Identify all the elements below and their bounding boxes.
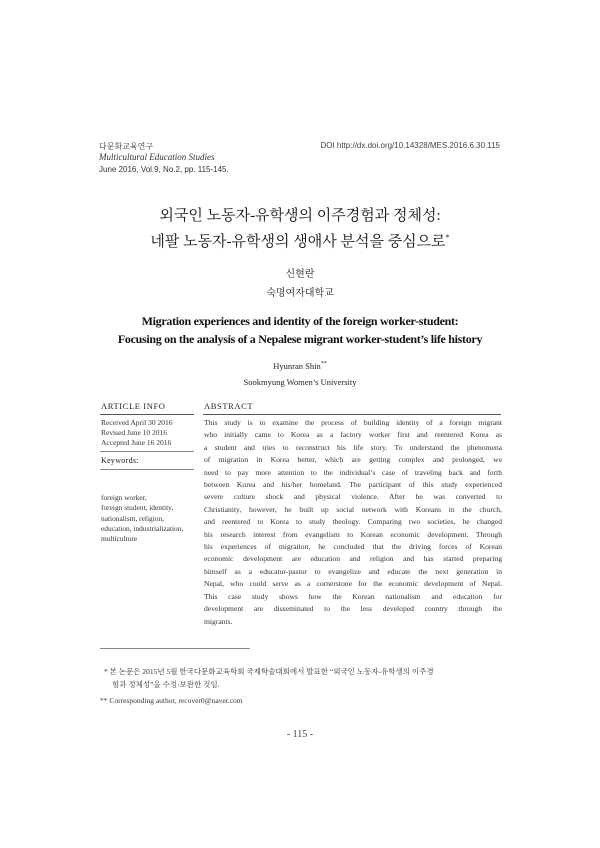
abstract-line: of migration in Korea better, which are getting complex and prolonged, we xyxy=(204,455,502,465)
title-ko-line2 xyxy=(0,228,600,252)
title-en-line1: Migration experiences and identity of the foreign worker-student: xyxy=(141,314,459,328)
received-date: Received April 30 2016 xyxy=(101,418,173,427)
abstract-line: need to pay more attention to the individual’s case of traveling back and forth xyxy=(204,467,502,477)
accepted-date: Accepted June 16 2016 xyxy=(101,438,172,447)
abstract-line: who initially came to Korea as a factory worker first and reentered Korea as xyxy=(204,430,502,440)
revised-date: Revised June 10 2016 xyxy=(101,428,168,437)
abstract-line: himself as a educator-pastor to evangelize and educate the next generation in xyxy=(204,566,502,576)
author-en-name: Hyunran Shin xyxy=(273,361,321,371)
keyword-item: multiculture xyxy=(101,534,138,544)
page-number: - 115 - xyxy=(286,729,314,740)
keywords-bottom-rule xyxy=(100,469,194,470)
title-footnote-marker: * xyxy=(445,233,450,242)
journal-issue: June 2016, Vol.9, No.2, pp. 115-145. xyxy=(99,165,229,174)
footnote-rule xyxy=(100,648,250,649)
abstract-line: development are disseminated to the less developed country through the xyxy=(204,604,502,614)
abstract-line: his research interest from evangelism to Korean economic development. Through xyxy=(204,529,502,539)
footnote-1-line2: 험과 정체성”을 수정·보완한 것임. xyxy=(112,680,220,689)
abstract-text xyxy=(204,417,502,628)
abstract-label: ABSTRACT xyxy=(204,401,254,411)
abstract-line: a student and tries to reconstruct his life story. To understand the phenomena xyxy=(204,442,502,452)
abstract-line: between Korea and his/her homeland. The participant of this study experienced xyxy=(204,480,502,490)
title-ko-line1: 외국인 노동자-유학생의 이주경험과 정체성: xyxy=(159,208,441,224)
journal-name-ko: 다문화교육연구 xyxy=(99,142,154,151)
keyword-item: nationalism, religion, xyxy=(101,513,165,523)
abstract-line: economic development are education and religion and has started preparing xyxy=(204,554,502,564)
footnote-1 xyxy=(104,665,504,691)
keyword-item: foreign worker, xyxy=(101,493,147,502)
footnote-1-line1: * 본 논문은 2015년 5월 한국다문화교육학회 국제학술대회에서 발표한 “외국인 노동자-유학생의 이주경 xyxy=(104,667,434,676)
abstract-line: migrants. xyxy=(204,616,233,626)
abstract-line: severe culture shock and physical violence. After he was converted to xyxy=(204,492,502,502)
abstract-line: This study is to examine the process of building identity of a foreign migrant xyxy=(204,418,502,427)
keyword-list xyxy=(101,493,183,544)
keyword-item: education, industrialization, xyxy=(101,523,184,533)
abstract-line: Christianity, however, he built up social network with Koreans in the church, xyxy=(204,504,502,514)
article-info-rule xyxy=(100,414,194,415)
article-info-label: ARTICLE INFO xyxy=(101,401,166,411)
keywords-label: Keywords: xyxy=(101,456,139,465)
abstract-line: This case study shows how the Korean nationalism and education for xyxy=(204,591,502,601)
affiliation-ko: 숙명여자대학교 xyxy=(266,288,334,299)
author-en xyxy=(0,361,600,371)
affiliation-en: Sookmyung Women’s University xyxy=(243,377,357,387)
author-footnote-marker: ** xyxy=(320,361,327,368)
title-en-line2: Focusing on the analysis of a Nepalese migrant worker-student’s life history xyxy=(117,332,483,346)
journal-name-en: Multicultural Education Studies xyxy=(99,152,215,162)
abstract-line: his experiences of migration, he concluded that the driving forces of Korean xyxy=(204,542,502,552)
doi-link[interactable]: DOI http://dx.doi.org/10.14328/MES.2016.6.30.115 xyxy=(320,141,500,150)
title-ko-line2-text: 네팔 노동자-유학생의 생애사 분석을 중심으로 xyxy=(150,234,446,250)
keyword-item: foreign student, identity, xyxy=(101,503,174,513)
abstract-line: Nepal, who could serve as a cornerstone for the economic development of Nepal. xyxy=(204,579,502,589)
keywords-top-rule xyxy=(100,451,194,452)
footnote-2: ** Corresponding author, recover0@naver.com xyxy=(100,696,243,705)
abstract-line: and reentered to Korea to study theology. Comparing two societies, he changed xyxy=(204,517,502,527)
abstract-rule xyxy=(203,414,501,415)
author-ko: 신현란 xyxy=(285,269,315,280)
